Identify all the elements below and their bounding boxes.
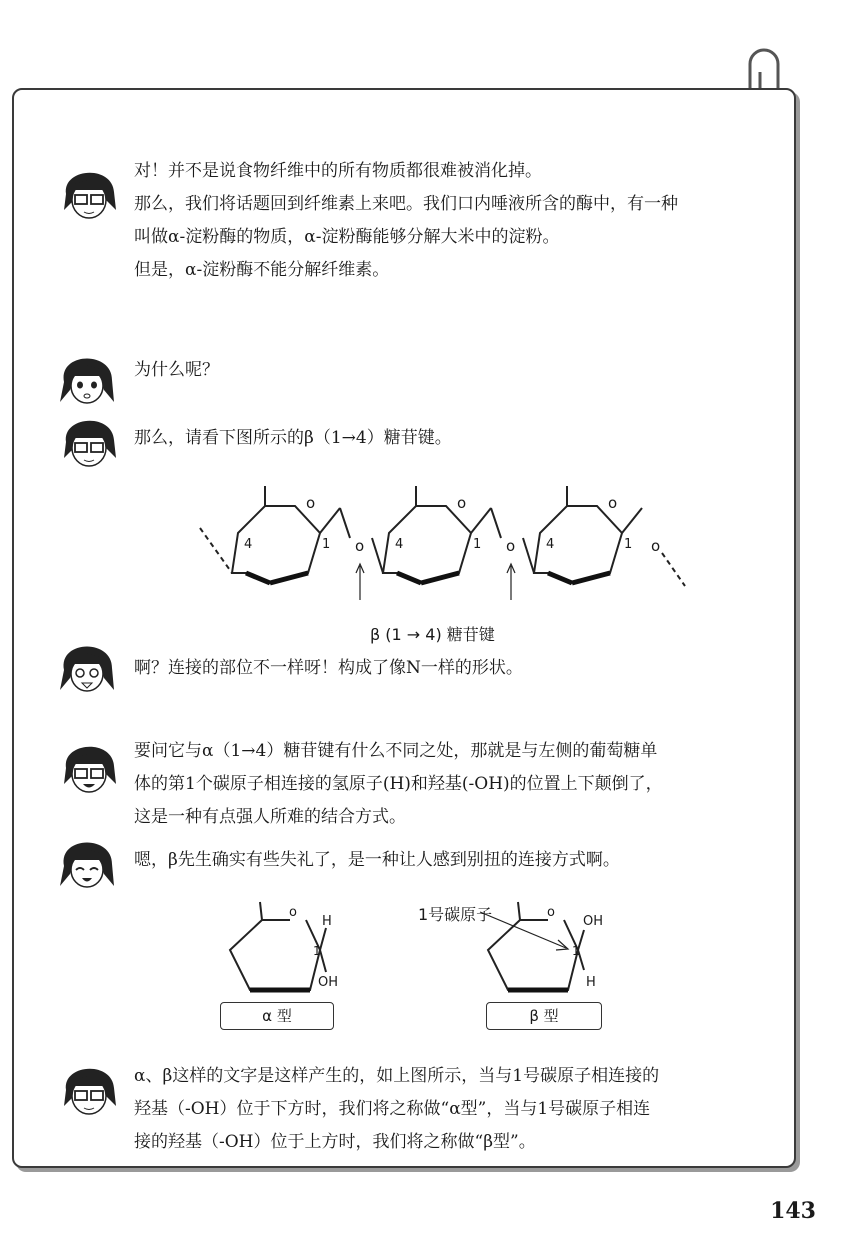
carbon-1-label: 1	[322, 537, 331, 552]
student-avatar	[56, 346, 118, 408]
carbon-1-label: 1	[624, 537, 633, 552]
dialogue-teacher: 对！并不是说食物纤维中的所有物质都很难被消化掉。 那么，我们将话题回到纤维素上来吧。我们口内唾液所含的酶中，有一种 叫做α-淀粉酶的物质，α-淀粉酶能够分解大米中的淀粉。 但是，α-淀粉酶不能分解纤维素。	[134, 161, 678, 280]
page-number: 143	[770, 1198, 816, 1224]
student-avatar	[56, 634, 118, 696]
dialogue-teacher: α、β这样的文字是这样产生的，如上图所示，当与1号碳原子相连接的 羟基（-OH）位于下方时，我们将之称做“α型”，当与1号碳原子相连 接的羟基（-OH）位于上方时，我们将之称做“β型”。	[134, 1066, 660, 1152]
ring-oxygen-label: o	[608, 494, 618, 512]
teacher-avatar	[58, 734, 120, 796]
hydrogen-label: H	[322, 914, 332, 929]
teacher-avatar	[58, 1056, 120, 1118]
carbon-4-label: 4	[546, 537, 555, 552]
ring-oxygen-label: o	[289, 905, 297, 920]
bridge-oxygen-label: o	[651, 537, 661, 555]
student-avatar	[56, 830, 118, 892]
figure-caption: β (1 → 4) 糖苷键	[370, 625, 495, 644]
dialogue-student: 为什么呢？	[134, 360, 219, 380]
dialogue-student: 啊？连接的部位不一样呀！构成了像N一样的形状。	[134, 658, 523, 678]
teacher-avatar	[58, 408, 120, 470]
dialogue-teacher: 要问它与α（1→4）糖苷键有什么不同之处，那就是与左侧的葡萄糖单 体的第1个碳原子相连接的氢原子(H)和羟基(-OH)的位置上下颠倒了， 这是一种有点强人所难的结合方式。	[134, 741, 663, 827]
ring-oxygen-label: o	[457, 494, 467, 512]
carbon-4-label: 4	[244, 537, 253, 552]
carbon-1-label: 1	[572, 944, 580, 958]
bridge-oxygen-label: o	[506, 537, 516, 555]
hydroxyl-label: OH	[583, 914, 604, 929]
bridge-oxygen-label: o	[355, 537, 365, 555]
dialogue-student: 嗯，β先生确实有些失礼了，是一种让人感到别扭的连接方式啊。	[134, 850, 620, 870]
hydroxyl-label: OH	[318, 975, 339, 990]
carbon-1-annotation: 1号碳原子	[418, 905, 493, 924]
hydrogen-label: H	[586, 975, 596, 990]
beta-type-label: β 型	[486, 1002, 602, 1030]
carbon-4-label: 4	[395, 537, 404, 552]
ring-oxygen-label: o	[306, 494, 316, 512]
teacher-avatar	[58, 160, 120, 222]
carbon-1-label: 1	[473, 537, 482, 552]
dialogue-teacher: 那么，请看下图所示的β（1→4）糖苷键。	[134, 428, 452, 448]
ring-oxygen-label: o	[547, 905, 555, 920]
carbon-1-label: 1	[313, 944, 321, 958]
alpha-type-label: α 型	[220, 1002, 334, 1030]
